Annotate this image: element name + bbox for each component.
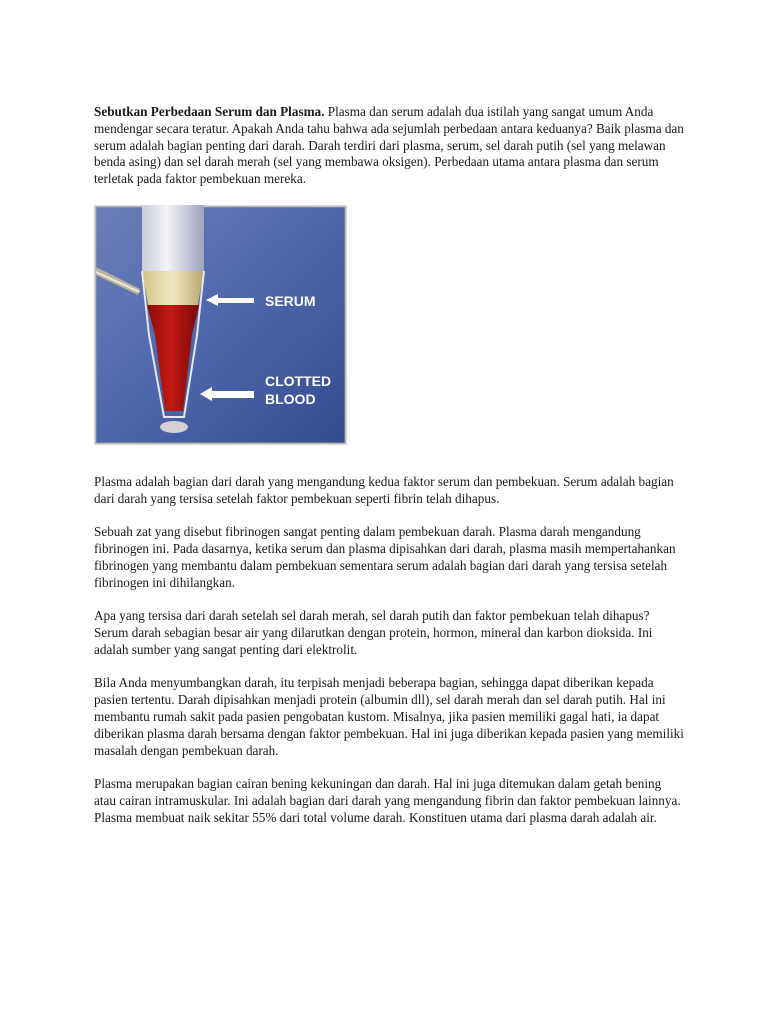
body-paragraph: Plasma adalah bagian dari darah yang mengandung kedua faktor serum dan pembekuan. Serum adalah bagian dari darah yang tersisa setelah faktor pembekuan seperti fibrin telah dihapus. (94, 473, 674, 506)
intro-paragraph (94, 104, 684, 188)
document-page (94, 104, 684, 843)
intro-text: Plasma dan serum adalah dua istilah yang sangat umum Anda mendengar secara teratur. Apakah Anda tahu bahwa ada sejumlah perbedaan antara keduanya? Baik plasma dan serum adalah bagian penting dari darah. Darah terdiri dari plasma, serum, sel darah putih (sel yang melawan benda asing) dan sel darah merah (sel yang membawa oksigen). Perbedaan utama antara plasma dan serum terletak pada faktor pembekuan mereka. (94, 104, 684, 187)
body-paragraph: Apa yang tersisa dari darah setelah sel darah merah, sel darah putih dan faktor pembekuan telah dihapus? Serum darah sebagian besar air yang dilarutkan dengan protein, hormon, mineral dan karbon dioksida. Ini adalah sumber yang sangat penting dari elektrolit. (94, 608, 653, 657)
serum-tube-photo (94, 205, 347, 445)
blood-label: BLOOD (265, 390, 316, 407)
body-paragraph: Plasma merupakan bagian cairan bening kekuningan dan darah. Hal ini juga ditemukan dalam getah bening atau cairan intramuskular. Ini adalah bagian dari darah yang mengandung fibrin dan faktor pembekuan lainnya. Plasma membuat naik sekitar 55% dari total volume darah. Konstituen utama dari plasma darah adalah air. (94, 776, 681, 825)
body-paragraph: Sebuah zat yang disebut fibrinogen sangat penting dalam pembekuan darah. Plasma darah mengandung fibrinogen ini. Pada dasarnya, ketika serum dan plasma dipisahkan dari darah, plasma masih mempertahankan fibrinogen yang membantu dalam pembekuan sementara serum adalah bagian dari darah yang tersisa setelah fibrinogen ini dihilangkan. (94, 524, 676, 590)
serum-tube-illustration (94, 205, 347, 445)
article-title: Sebutkan Perbedaan Serum dan Plasma. (94, 104, 325, 119)
clotted-label: CLOTTED (265, 372, 332, 389)
body-paragraph: Bila Anda menyumbangkan darah, itu terpisah menjadi beberapa bagian, sehingga dapat diberikan kepada pasien tertentu. Darah dipisahkan menjadi protein (albumin dll), sel darah merah dan sel darah putih. Hal ini membantu rumah sakit pada pasien pengobatan kustom. Misalnya, jika pasien memiliki gagal hati, ia dapat diberikan plasma darah bersama dengan faktor pembekuan. Hal ini juga diberikan kepada pasien yang memiliki masalah dengan pembekuan darah. (94, 675, 684, 758)
serum-label: SERUM (265, 292, 316, 309)
